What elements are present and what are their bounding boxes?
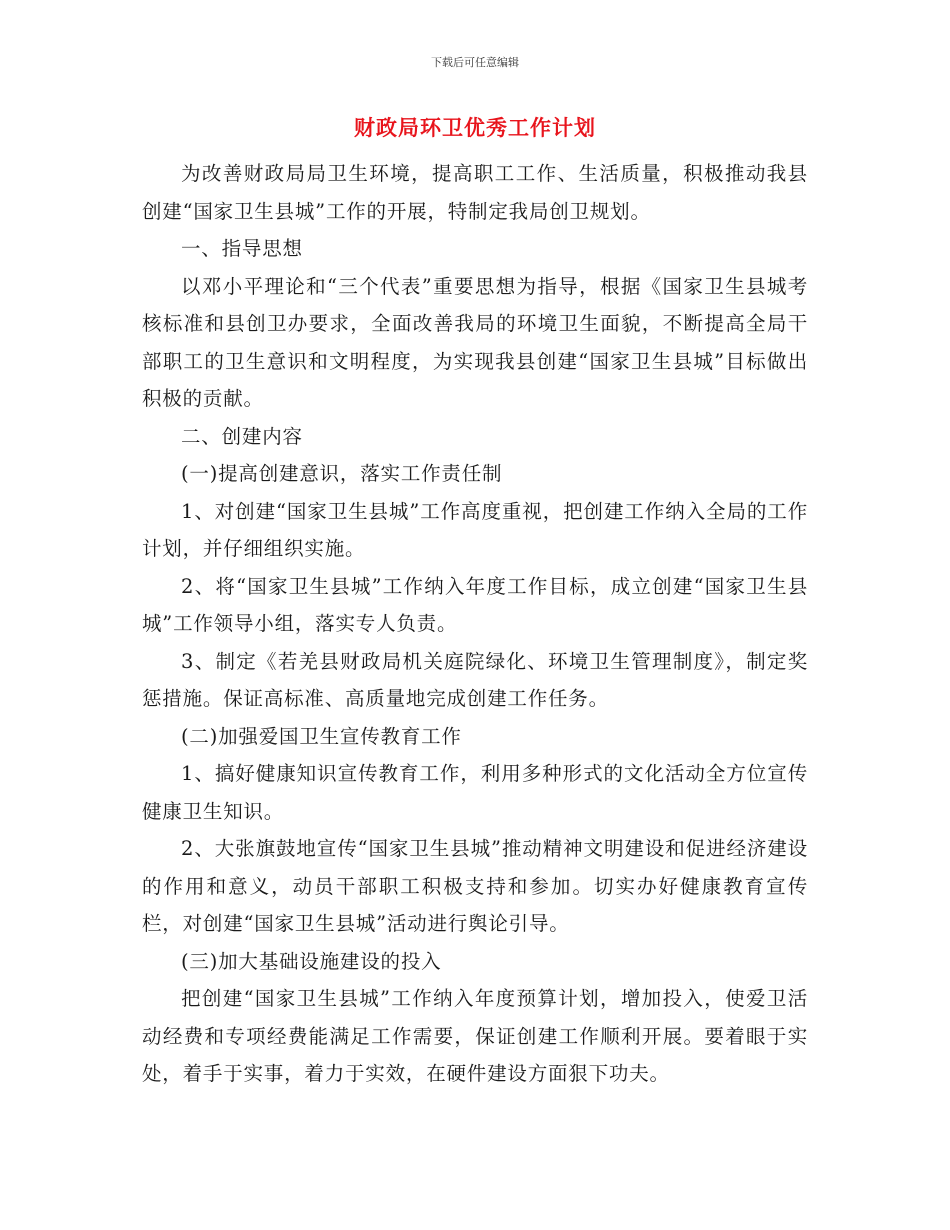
list-item: 3、制定《若羌县财政局机关庭院绿化、环境卫生管理制度》，制定奖惩措施。保证高标准、高质量地完成创建工作任务。 xyxy=(142,649,808,710)
subsection-heading-1: (一)提高创建意识，落实工作责任制 xyxy=(181,462,503,485)
list-item: 2、大张旗鼓地宣传“国家卫生县城”推动精神文明建设和促进经济建设的作用和意义，动员干部职工积极支持和参加。切实办好健康教育宣传栏，对创建“国家卫生县城”活动进行舆论引导。 xyxy=(142,837,808,935)
list-item: 2、将“国家卫生县城”工作纳入年度工作目标，成立创建“国家卫生县城”工作领导小组，落实专人负责。 xyxy=(142,574,808,635)
page-header-note: 下载后可任意编辑 xyxy=(431,56,519,69)
guiding-thought-paragraph: 以邓小平理论和“三个代表”重要思想为指导，根据《国家卫生县城考核标准和县创卫办要求，全面改善我局的环境卫生面貌，不断提高全局干部职工的卫生意识和文明程度，为实现我县创建“国家卫生县城”目标做出积极的贡献。 xyxy=(142,274,808,410)
document-title: 财政局环卫优秀工作计划 xyxy=(354,116,596,140)
list-item: 1、对创建“国家卫生县城”工作高度重视，把创建工作纳入全局的工作计划，并仔细组织实施。 xyxy=(142,499,808,560)
section-heading-creation-content: 二、创建内容 xyxy=(181,424,303,448)
section-heading-guiding-thought: 一、指导思想 xyxy=(181,237,303,260)
subsection-heading-2: (二)加强爱国卫生宣传教育工作 xyxy=(181,724,462,748)
subsection-heading-3: (三)加大基础设施建设的投入 xyxy=(181,949,442,973)
list-item: 1、搞好健康知识宣传教育工作，利用多种形式的文化活动全方位宣传健康卫生知识。 xyxy=(142,762,808,823)
body-paragraph: 把创建“国家卫生县城”工作纳入年度预算计划，增加投入，使爱卫活动经费和专项经费能满足工作需要，保证创建工作顺利开展。要着眼于实处，着手于实事，着力于实效，在硬件建设方面狠下功夫。 xyxy=(142,987,808,1085)
document-body xyxy=(142,155,808,1093)
intro-paragraph: 为改善财政局局卫生环境，提高职工工作、生活质量，积极推动我县创建“国家卫生县城”工作的开展，特制定我局创卫规划。 xyxy=(142,162,808,223)
